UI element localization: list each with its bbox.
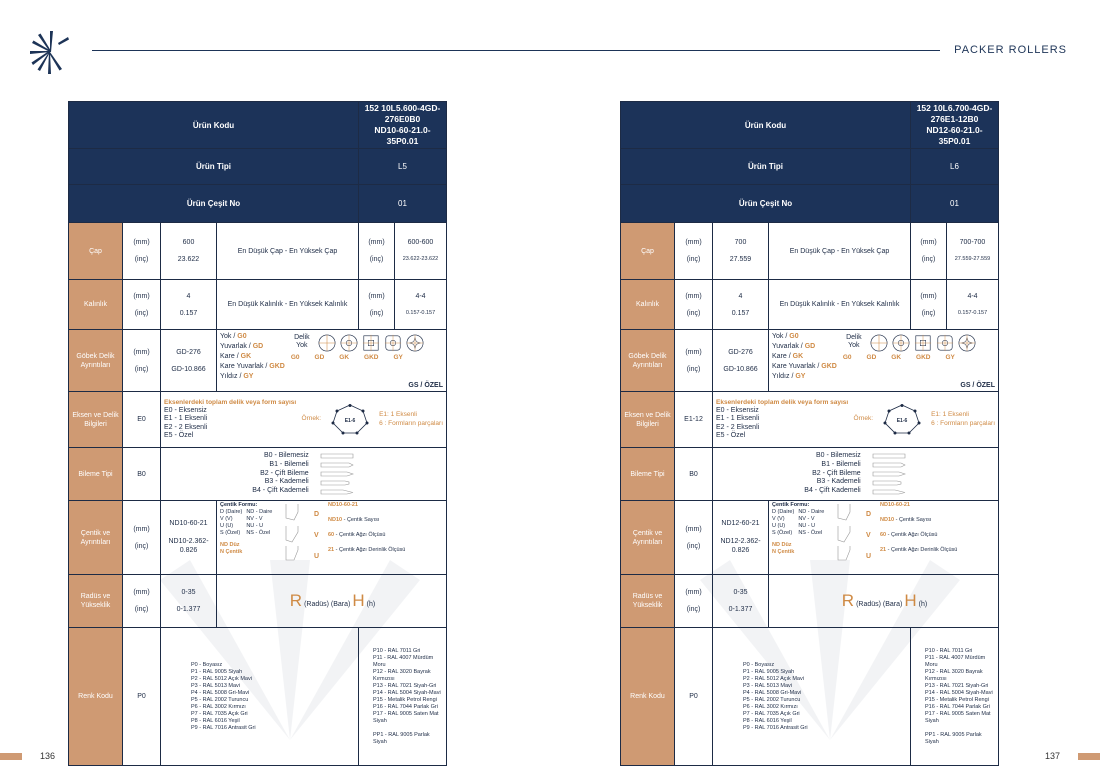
unit-mm: (mm) — [368, 292, 385, 300]
spec-table-right — [620, 101, 999, 766]
notch-shapes-icon — [836, 502, 872, 562]
label-renk: Renk Kodu — [621, 628, 675, 766]
unit-inc: (inç) — [686, 365, 701, 373]
label-urun-kodu: Ürün Kodu — [69, 102, 359, 149]
page-bar-right — [1078, 753, 1100, 760]
notch-shapes-icon — [284, 502, 320, 562]
kal-mm: 4 — [738, 292, 743, 300]
header-rule — [92, 50, 940, 51]
unit-mm: (mm) — [685, 589, 702, 596]
delik-yok-label: Delik Yok — [846, 334, 862, 349]
label-bileme: Bileme Tipi — [621, 448, 675, 501]
gobek-inc: GD-10.866 — [171, 365, 206, 373]
centik-nd: ND Düz — [220, 542, 240, 548]
bileme-list: B0 - Bilemesiz B1 - Bilemeli B2 - Çift Bileme B3 - Kademeli B4 - Çift Kademeli — [804, 452, 861, 495]
centik-mm: ND10-60-21 — [169, 520, 208, 527]
kal-range-inc: 0.157-0.157 — [957, 309, 988, 316]
cap-mm: 700 — [734, 239, 747, 246]
cap-range-mm: 700-700 — [959, 239, 986, 246]
label-urun-tipi: Ürün Tipi — [69, 149, 359, 185]
centik-inc: ND12-2.362-0.826 — [720, 538, 761, 554]
hub-round-icon — [340, 334, 358, 352]
kal-mm: 4 — [186, 292, 191, 300]
svg-text:V: V — [866, 532, 871, 539]
cap-mm: 600 — [182, 239, 195, 246]
eksen-value: E1-12 — [675, 392, 713, 448]
unit-inc: (inç) — [134, 256, 149, 263]
label-kalinlik: Kalınlık — [69, 280, 123, 330]
unit-inc: (inç) — [134, 542, 149, 550]
unit-mm: (mm) — [133, 589, 150, 596]
ornek-label: Örnek: — [853, 415, 874, 422]
centik-inc: ND10-2.362-0.826 — [168, 538, 209, 554]
centik-n: N Çentik — [772, 549, 795, 555]
radius-height-legend: R (Radüs) (Bara) H (h) — [289, 591, 376, 610]
hub-type-list: Yok / G0 Yuvarlak / GD Kare / GK Kare Yuvarlak / GKD Yıldız / GY — [772, 333, 837, 380]
e1-note: E1: 1 Eksenli — [379, 410, 417, 418]
unit-inc: (inç) — [686, 256, 701, 263]
e6-note: 6 : Formların parçaları — [379, 419, 443, 427]
page-bar-left — [0, 753, 22, 760]
radius-mm: 0-35 — [181, 589, 196, 596]
hub-none-icon — [870, 334, 888, 352]
radius-mm: 0-35 — [733, 589, 748, 596]
radius-inc: 0-1.377 — [728, 606, 753, 613]
svg-text:E1-6: E1-6 — [896, 417, 908, 424]
label-bileme: Bileme Tipi — [69, 448, 123, 501]
renk-value: P0 — [123, 628, 161, 766]
color-list-2: P10 - RAL 7011 Gri P11 - RAL 4007 Mürdüm Moru P12 - RAL 3020 Bayrak Kırmızısı P13 - RAL 7021 Siyah-Gri P14 - RAL 5004 Siyah-Mavi P15 - Metalik Petrol Rengi P16 - RAL 7044 Parlak Gri P17 - RAL 9005 Saten Mat Siyah PP1 - RAL 9005 Parlak Siyah — [373, 647, 441, 745]
cap-inc: 27.559 — [729, 256, 752, 263]
unit-inc: (inç) — [921, 256, 936, 263]
spec-table-left — [68, 101, 447, 766]
label-centik: Çentik ve Ayrıntıları — [69, 501, 123, 575]
product-code: 152 10L6.700-4GD-276E1-12B0 ND12-60-21.0-35P0.01 — [911, 102, 999, 149]
hub-square-round-icon — [384, 334, 402, 352]
centik-col2: ND - Daire NV - V NU - U NS - Özel — [246, 509, 273, 536]
svg-text:U: U — [314, 553, 320, 560]
unit-inc: (inç) — [921, 309, 936, 317]
label-cap: Çap — [621, 223, 675, 280]
kal-inc: 0.157 — [731, 309, 750, 317]
radius-inc: 0-1.377 — [176, 606, 201, 613]
bileme-shapes-icon — [871, 452, 907, 496]
product-code: 152 10L5.600-4GD-276E0B0 ND10-60-21.0-35P0.01 — [359, 102, 447, 149]
unit-mm: (mm) — [368, 239, 385, 246]
hub-star-icon — [406, 334, 424, 352]
centik-col1: D (Daire) V (V) U (U) S (Özel) — [220, 509, 243, 536]
cap-inc: 23.622 — [177, 256, 200, 263]
eksen-title: Eksenlerdeki toplam delik veya form sayısı — [716, 398, 849, 406]
centik-sayi: ND10 - Çentik Sayısı — [328, 517, 380, 523]
product-type: L5 — [359, 149, 447, 185]
e1-note: E1: 1 Eksenli — [931, 410, 969, 418]
gobek-mm: GD-276 — [728, 348, 753, 356]
hub-none-icon — [318, 334, 336, 352]
centik-col1: D (Daire) V (V) U (U) S (Özel) — [772, 509, 795, 536]
kal-inc: 0.157 — [179, 309, 198, 317]
label-centik: Çentik ve Ayrıntıları — [621, 501, 675, 575]
cap-range-mm: 600-600 — [407, 239, 434, 246]
axis-example-icon — [879, 403, 925, 435]
centik-col2: ND - Daire NV - V NU - U NS - Özel — [798, 509, 825, 536]
hub-square-round-icon — [936, 334, 954, 352]
gs-ozel-label: GS / ÖZEL — [960, 382, 995, 389]
svg-text:D: D — [314, 511, 320, 518]
unit-mm: (mm) — [920, 239, 937, 246]
cap-range-inc: 27.559-27.559 — [954, 256, 991, 262]
unit-inc: (inç) — [369, 309, 384, 317]
hub-star-icon — [958, 334, 976, 352]
color-list-1: P0 - Boyasız P1 - RAL 9005 Siyah P2 - RAL 5012 Açık Mavi P3 - RAL 5013 Mavi P4 - RAL 5008 Gri-Mavi P5 - RAL 2002 Turuncu P6 - RAL 3002 Kırmızı P7 - RAL 7035 Açık Gri P8 - RAL 6016 Yeşil P9 - RAL 7016 Antrasit Gri — [743, 661, 808, 731]
centik-code: ND10-60-21 — [880, 502, 910, 508]
unit-mm: (mm) — [920, 292, 937, 300]
kal-range-inc: 0.157-0.157 — [405, 309, 436, 316]
label-eksen: Eksen ve Delik Bilgileri — [621, 392, 675, 448]
centik-form-title: Çentik Formu: — [220, 502, 258, 508]
unit-inc: (inç) — [369, 256, 384, 263]
centik-mm: ND12-60-21 — [721, 520, 760, 527]
page-number-left: 136 — [40, 751, 56, 761]
hub-icon-labels: G0 GD GK GKD GY — [290, 354, 403, 361]
eksen-title: Eksenlerdeki toplam delik veya form sayısı — [164, 398, 297, 406]
bileme-value: B0 — [675, 448, 713, 501]
label-eksen: Eksen ve Delik Bilgileri — [69, 392, 123, 448]
unit-inc: (inç) — [686, 309, 701, 317]
hub-icon-labels: G0 GD GK GKD GY — [842, 354, 955, 361]
label-urun-tipi: Ürün Tipi — [621, 149, 911, 185]
kal-range-mm: 4-4 — [967, 292, 978, 300]
svg-text:U: U — [866, 553, 872, 560]
eksen-list: E0 - Eksensiz E1 - 1 Eksenli E2 - 2 Eksenli E5 - Özel — [716, 406, 760, 439]
renk-value: P0 — [675, 628, 713, 766]
color-list-1: P0 - Boyasız P1 - RAL 9005 Siyah P2 - RAL 5012 Açık Mavi P3 - RAL 5013 Mavi P4 - RAL 5008 Gri-Mavi P5 - RAL 2002 Turuncu P6 - RAL 3002 Kırmızı P7 - RAL 7035 Açık Gri P8 - RAL 6016 Yeşil P9 - RAL 7016 Antrasit Gri — [191, 661, 256, 731]
unit-inc: (inç) — [134, 309, 149, 317]
hub-square-icon — [362, 334, 380, 352]
product-type: L6 — [911, 149, 999, 185]
unit-mm: (mm) — [685, 239, 702, 246]
kal-range-label: En Düşük Kalınlık - En Yüksek Kalınlık — [769, 280, 911, 330]
centik-aci: 60 - Çentik Ağzı Ölçüsü — [328, 532, 386, 538]
page-number-right: 137 — [1044, 751, 1060, 761]
eksen-value: E0 — [123, 392, 161, 448]
centik-sayi: ND10 - Çentik Sayısı — [880, 517, 932, 523]
color-list-2: P10 - RAL 7011 Gri P11 - RAL 4007 Mürdüm Moru P12 - RAL 3020 Bayrak Kırmızısı P13 - RAL 7021 Siyah-Gri P14 - RAL 5004 Siyah-Mavi P15 - Metalik Petrol Rengi P16 - RAL 7044 Parlak Gri P17 - RAL 9005 Saten Mat Siyah PP1 - RAL 9005 Parlak Siyah — [925, 647, 993, 745]
kal-range-label: En Düşük Kalınlık - En Yüksek Kalınlık — [217, 280, 359, 330]
unit-inc: (inç) — [134, 365, 149, 373]
hub-square-icon — [914, 334, 932, 352]
unit-inc: (inç) — [134, 606, 149, 613]
gobek-inc: GD-10.866 — [723, 365, 758, 373]
label-urun-kodu: Ürün Kodu — [621, 102, 911, 149]
label-cap: Çap — [69, 223, 123, 280]
label-radius: Radüs ve Yükseklik — [69, 575, 123, 628]
label-kalinlik: Kalınlık — [621, 280, 675, 330]
centik-n: N Çentik — [220, 549, 243, 555]
radius-height-legend: R (Radüs) (Bara) H (h) — [841, 591, 928, 610]
product-variant: 01 — [359, 185, 447, 223]
e6-note: 6 : Formların parçaları — [931, 419, 995, 427]
unit-mm: (mm) — [133, 348, 150, 356]
eksen-list: E0 - Eksensiz E1 - 1 Eksenli E2 - 2 Eksenli E5 - Özel — [164, 406, 208, 439]
svg-text:D: D — [866, 511, 872, 518]
cap-range-inc: 23.622-23.622 — [402, 256, 439, 262]
bileme-shapes-icon — [319, 452, 355, 496]
unit-inc: (inç) — [686, 542, 701, 550]
delik-yok-label: Delik Yok — [294, 334, 310, 349]
label-urun-cesit: Ürün Çeşit No — [621, 185, 911, 223]
hub-round-icon — [892, 334, 910, 352]
gs-ozel-label: GS / ÖZEL — [408, 382, 443, 389]
bileme-list: B0 - Bilemesiz B1 - Bilemeli B2 - Çift Bileme B3 - Kademeli B4 - Çift Kademeli — [252, 452, 309, 495]
centik-derinlik: 21 - Çentik Ağzı Derinlik Ölçüsü — [328, 547, 406, 553]
unit-mm: (mm) — [685, 292, 702, 300]
cap-range-label: En Düşük Çap - En Yüksek Çap — [217, 223, 359, 280]
centik-derinlik: 21 - Çentik Ağzı Derinlik Ölçüsü — [880, 547, 958, 553]
unit-mm: (mm) — [133, 525, 150, 533]
brand-logo-icon — [30, 27, 70, 77]
unit-mm: (mm) — [133, 239, 150, 246]
unit-mm: (mm) — [685, 525, 702, 533]
section-title: PACKER ROLLERS — [954, 44, 1067, 56]
bileme-value: B0 — [123, 448, 161, 501]
svg-text:V: V — [314, 532, 319, 539]
axis-example-icon — [327, 403, 373, 435]
unit-mm: (mm) — [685, 348, 702, 356]
centik-nd: ND Düz — [772, 542, 792, 548]
product-variant: 01 — [911, 185, 999, 223]
kal-range-mm: 4-4 — [415, 292, 426, 300]
gobek-mm: GD-276 — [176, 348, 201, 356]
svg-text:E1-6: E1-6 — [344, 417, 356, 424]
label-urun-cesit: Ürün Çeşit No — [69, 185, 359, 223]
cap-range-label: En Düşük Çap - En Yüksek Çap — [769, 223, 911, 280]
centik-aci: 60 - Çentik Ağzı Ölçüsü — [880, 532, 938, 538]
label-gobek: Göbek Delik Ayrıntıları — [69, 330, 123, 392]
ornek-label: Örnek: — [301, 415, 322, 422]
centik-form-title: Çentik Formu: — [772, 502, 810, 508]
unit-inc: (inç) — [686, 606, 701, 613]
label-renk: Renk Kodu — [69, 628, 123, 766]
unit-mm: (mm) — [133, 292, 150, 300]
label-gobek: Göbek Delik Ayrıntıları — [621, 330, 675, 392]
hub-type-list: Yok / G0 Yuvarlak / GD Kare / GK Kare Yuvarlak / GKD Yıldız / GY — [220, 333, 285, 380]
centik-code: ND10-60-21 — [328, 502, 358, 508]
label-radius: Radüs ve Yükseklik — [621, 575, 675, 628]
